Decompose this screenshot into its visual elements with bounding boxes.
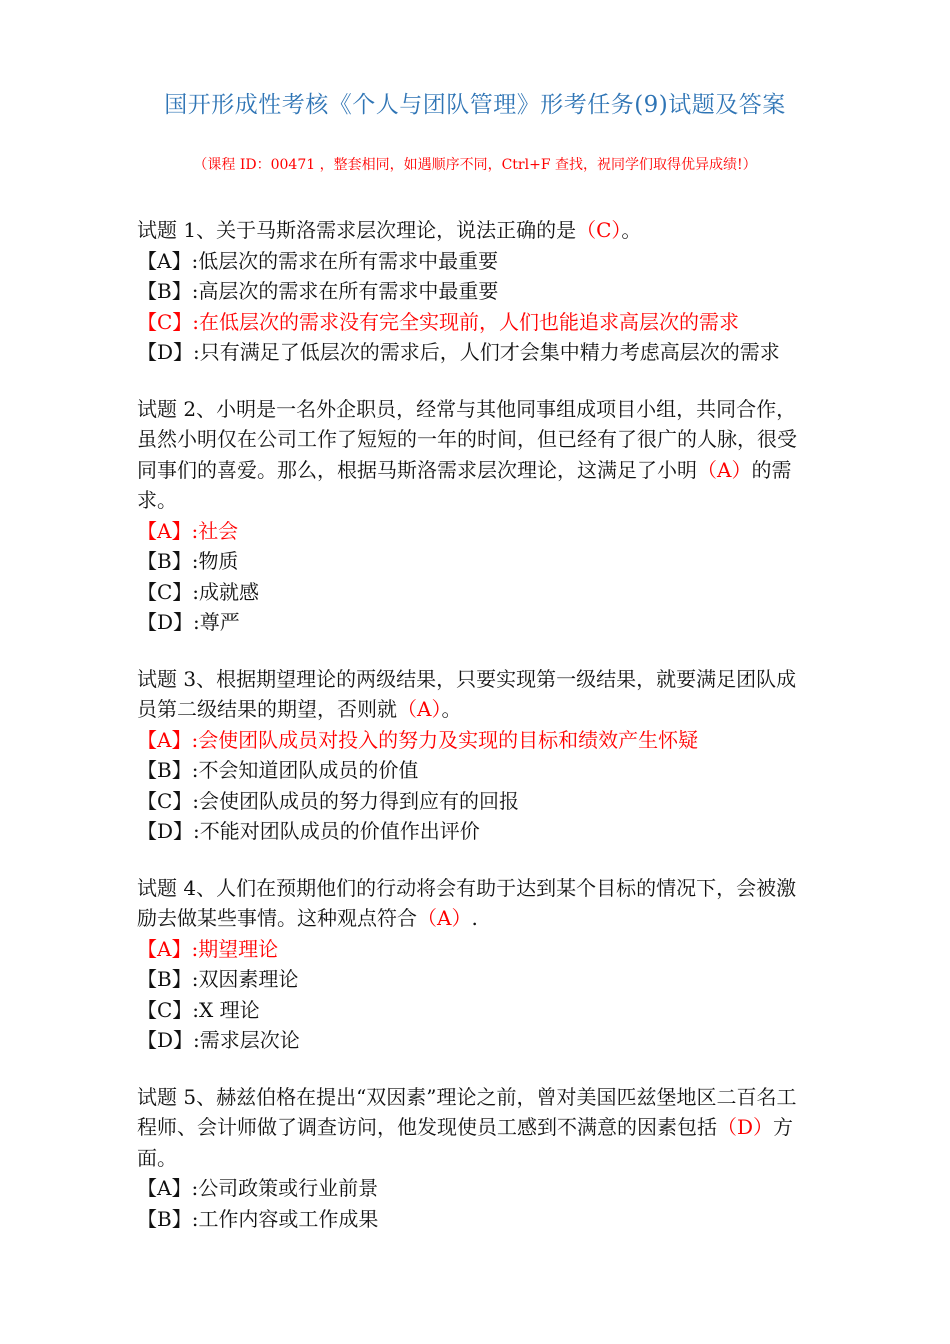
option-key: 【A】: [137,1176,199,1200]
option-text: 低层次的需求在所有需求中最重要 [198,248,499,273]
stem-text: 面。 [137,1145,177,1170]
stem-text: 试题 2、小明是一名外企职员，经常与其他同事组成项目小组，共同合作， [137,396,797,421]
question-stem-line [137,394,897,425]
option-correct [137,725,897,756]
option [137,1204,897,1235]
option-key: 【B】: [137,1206,199,1231]
option-text: 成就感 [199,579,260,604]
stem-text: 的需 [751,457,792,482]
question-stem-line [137,903,897,934]
option [137,546,897,577]
option-text: 不能对团队成员的价值作出评价 [199,819,480,843]
option [137,577,897,608]
option-text: 在低层次的需求没有完全实现前，人们也能追求高层次的需求 [199,309,740,334]
option-text: 尊严 [199,610,240,634]
answer-marker: （A） [697,457,752,482]
option-text: 公司政策或行业前景 [198,1176,379,1200]
option-text: 会使团队成员的努力得到应有的回报 [199,788,520,813]
question-stem-line [137,215,897,246]
question-stem-line [137,694,897,725]
option-key: 【A】: [137,936,199,961]
option-text: 高层次的需求在所有需求中最重要 [198,279,499,303]
option [137,964,897,995]
option-key: 【B】: [137,758,199,782]
stem-text: 励去做某些事情。这种观点符合 [137,906,417,930]
stem-text: 程师、会计师做了调查访问，他发现使员工感到不满意的因素包括 [137,1115,717,1139]
stem-text: 试题 1、关于马斯洛需求层次理论，说法正确的是 [137,218,577,242]
option-key: 【C】: [137,579,200,604]
question-stem-line [137,1143,897,1174]
question-5 [137,1082,897,1235]
option [137,816,897,847]
stem-text: 员第二级结果的期望，否则就 [137,697,397,721]
question-stem-line [137,1082,897,1113]
question-stem-line [137,664,897,695]
option-text: 物质 [198,549,239,573]
question-stem-line [137,873,897,904]
question-4 [137,873,897,1056]
option-key: 【C】: [137,788,200,813]
stem-text: 试题 3、根据期望理论的两级结果，只要实现第一级结果，就要满足团队成 [137,666,797,691]
stem-text: 。 [441,697,462,721]
option [137,246,897,277]
option-text: X 理论 [199,997,260,1022]
question-stem-line [137,485,897,516]
option-key: 【D】: [137,340,200,364]
stem-text: 方 [773,1115,794,1139]
option-correct [137,516,897,547]
option-key: 【B】: [137,967,199,991]
answer-marker: （A） [397,697,442,721]
stem-text: 。 [621,218,642,242]
question-stem-line [137,424,897,455]
option-correct [137,307,897,338]
option [137,337,897,368]
option [137,1025,897,1056]
option-key: 【C】: [137,309,200,334]
option [137,995,897,1026]
document-subtitle: （课程 ID：00471 ，整套相同，如遇顺序不同，Ctrl+F 查找，祝同学们取得优异成绩!） [193,157,757,173]
option-key: 【A】: [137,248,199,273]
question-3 [137,664,897,847]
question-stem-line [137,455,897,486]
stem-text: 试题 5、赫兹伯格在提出“双因素”理论之前，曾对美国匹兹堡地区二百名工 [137,1084,797,1109]
option-key: 【A】: [137,518,199,543]
option-text: 双因素理论 [198,967,299,991]
stem-text: 求。 [137,488,177,512]
stem-text: . [471,906,478,930]
option-key: 【D】: [137,819,200,843]
option [137,276,897,307]
option-key: 【C】: [137,997,200,1022]
option-text: 会使团队成员对投入的努力及实现的目标和绩效产生怀疑 [198,727,699,752]
answer-marker: （D） [717,1115,774,1139]
option [137,786,897,817]
option-text: 只有满足了低层次的需求后，人们才会集中精力考虑高层次的需求 [199,340,780,364]
option [137,755,897,786]
option-text: 社会 [198,518,239,543]
answer-marker: （C） [576,218,622,242]
question-2 [137,394,897,638]
option [137,1173,897,1204]
option-key: 【D】: [137,1028,200,1052]
stem-text: 试题 4、人们在预期他们的行动将会有助于达到某个目标的情况下，会被激 [137,875,797,900]
document-title: 国开形成性考核《个人与团队管理》形考任务(9)试题及答案 [164,92,786,118]
option-text: 工作内容或工作成果 [198,1206,379,1231]
stem-text: 虽然小明仅在公司工作了短短的一年的时间，但已经有了很广的人脉，很受 [137,427,797,451]
option-text: 不会知道团队成员的价值 [198,758,419,782]
option [137,607,897,638]
question-list [137,215,897,1260]
question-stem-line [137,1112,897,1143]
stem-text: 同事们的喜爱。那么，根据马斯洛需求层次理论，这满足了小明 [137,457,697,482]
option-text: 期望理论 [198,936,279,961]
option-key: 【B】: [137,279,199,303]
option-key: 【B】: [137,549,199,573]
option-correct [137,934,897,965]
option-text: 需求层次论 [199,1028,300,1052]
option-key: 【A】: [137,727,199,752]
question-1 [137,215,897,368]
option-key: 【D】: [137,610,200,634]
answer-marker: （A） [417,906,472,930]
